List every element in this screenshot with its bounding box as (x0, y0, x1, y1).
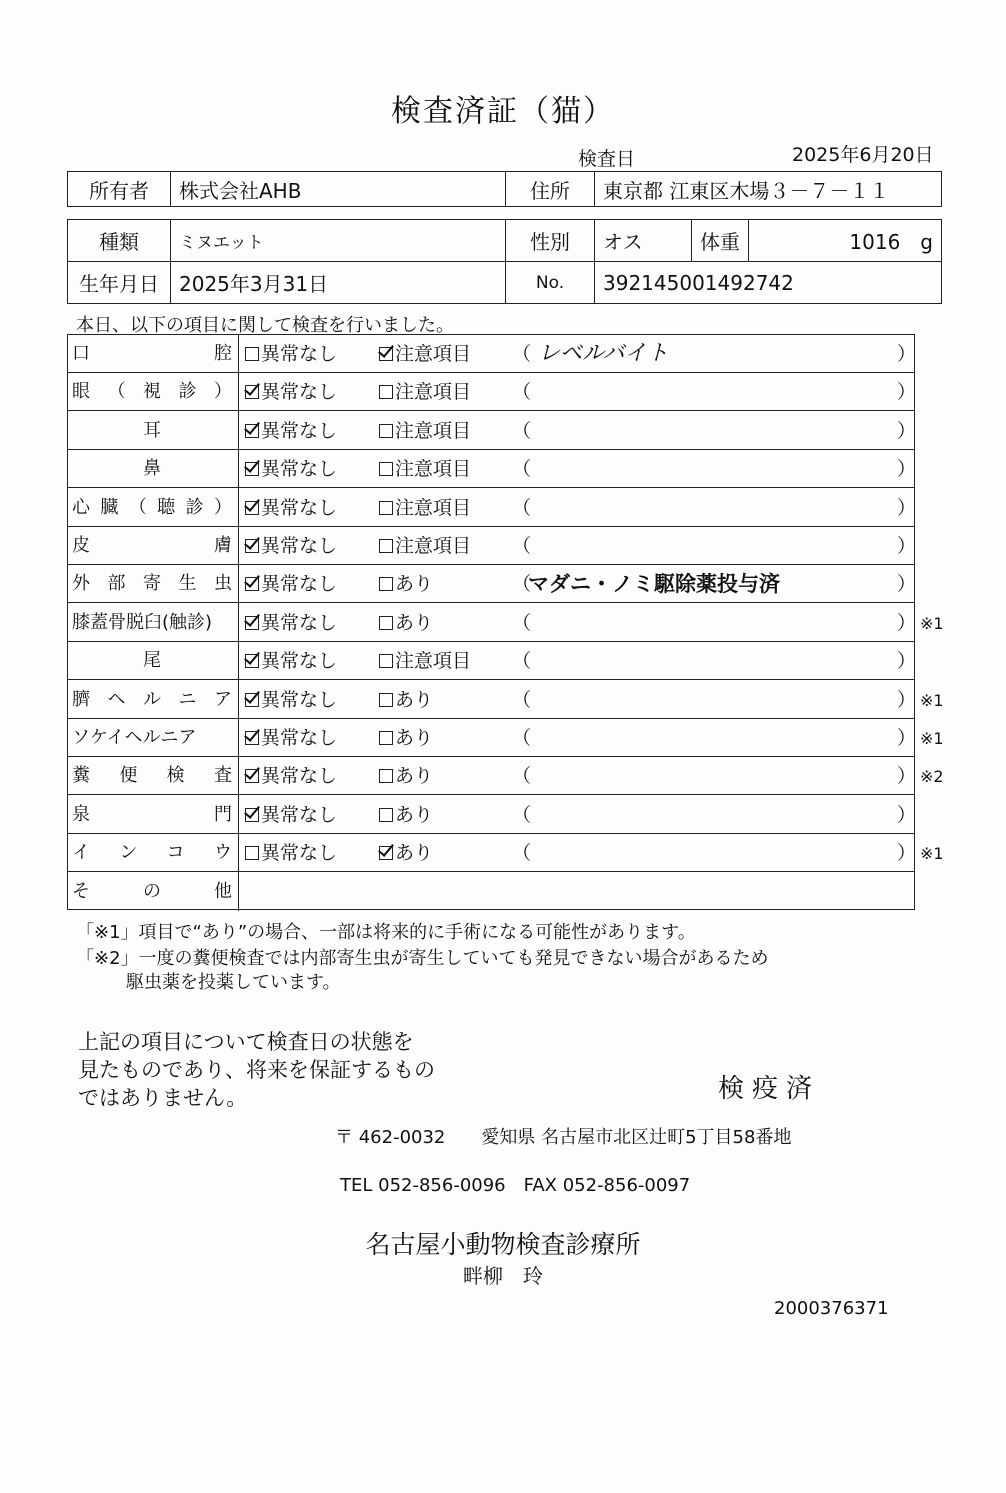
footnote-1: 「※1」項目で“あり”の場合、一部は将来的に手術になる可能性があります。 (76, 922, 696, 943)
exam-row (68, 642, 917, 680)
option-label: あり (395, 727, 434, 749)
checked-box-icon[interactable] (245, 693, 259, 707)
checked-box-icon[interactable] (245, 654, 259, 668)
exam-item-name-part: 門 (214, 803, 232, 825)
footnote-2: 「※2」一度の糞便検査では内部寄生虫が寄生していても発見できない場合があるため (76, 948, 769, 969)
normal-checkbox[interactable] (245, 681, 337, 719)
empty-box-icon[interactable] (379, 424, 393, 438)
exam-item-name-part: 膝蓋骨脱臼(触診) (72, 611, 213, 633)
exam-item-name-part: 生 (178, 573, 197, 595)
empty-box-icon[interactable] (379, 462, 393, 476)
note-open-paren: （ (512, 419, 532, 442)
exam-row (68, 412, 917, 450)
option-label: 異常なし (261, 381, 338, 404)
normal-checkbox[interactable] (245, 412, 337, 450)
empty-box-icon[interactable] (379, 501, 393, 515)
exam-item-name (72, 565, 232, 602)
exam-item-name-part: 聴 (157, 496, 176, 518)
normal-checkbox[interactable] (245, 642, 337, 680)
exam-item-name-part: 膚 (214, 535, 232, 556)
exam-item-name (72, 412, 232, 449)
serial-number: 2000376371 (774, 1298, 889, 1319)
normal-checkbox[interactable] (245, 450, 337, 488)
exam-item-name-part: 臓 (100, 496, 119, 518)
option-label: あり (395, 842, 434, 865)
address-value: 東京都 江東区木場３－７－１１ (595, 172, 942, 207)
disclaimer-line: 上記の項目について検査日の状態を (78, 1030, 414, 1054)
caution-checkbox[interactable] (379, 412, 471, 450)
checked-box-icon[interactable] (245, 808, 259, 822)
checked-box-icon[interactable] (245, 769, 259, 783)
caution-checkbox[interactable] (379, 373, 471, 411)
exam-item-name (72, 373, 232, 410)
checked-box-icon[interactable] (245, 424, 259, 438)
exam-row (68, 681, 917, 719)
exam-item-name-part: 臍 (72, 688, 90, 710)
note-open-paren: （ (512, 842, 532, 865)
exam-item-name (72, 834, 232, 871)
empty-box-icon[interactable] (379, 808, 393, 822)
option-label: あり (395, 573, 434, 596)
exam-item-name-part: 検 (166, 765, 185, 787)
normal-checkbox[interactable] (245, 719, 337, 757)
veterinarian-name: 畔柳 玲 (463, 1264, 543, 1288)
exam-row (68, 873, 914, 912)
intro-text: 本日、以下の項目に関して検査を行いました。 (76, 315, 454, 336)
exam-item-name (72, 873, 232, 912)
exam-item-name-part: 診 (178, 381, 197, 403)
option-label: 異常なし (261, 611, 338, 634)
pet-table (67, 219, 942, 304)
exam-item-name-part: （ (107, 381, 126, 403)
checked-box-icon[interactable] (245, 616, 259, 630)
exam-item-name (72, 335, 232, 372)
caution-checkbox[interactable] (379, 335, 471, 373)
footnote-marker: ※1 (920, 844, 944, 864)
exam-item-name-part: 鼻 (143, 458, 161, 480)
normal-checkbox[interactable] (245, 373, 337, 411)
option-label: 注意項目 (395, 381, 472, 404)
inspection-date: 2025年6月20日 (792, 144, 934, 166)
exam-item-name (72, 604, 232, 641)
note-open-paren: （ (512, 343, 532, 365)
note-open-paren: （ (512, 765, 532, 788)
clinic-address: 〒 462-0032 愛知県 名古屋市北区辻町5丁目58番地 (335, 1127, 792, 1148)
checked-box-icon[interactable] (379, 347, 393, 361)
option-label: 異常なし (261, 496, 338, 519)
note-close-paren: ） (897, 842, 917, 865)
exam-item-name-part: 虫 (214, 573, 232, 595)
exam-item-name-part: ル (143, 688, 161, 710)
present-checkbox[interactable] (379, 719, 433, 757)
disclaimer-line: ではありません。 (78, 1086, 248, 1110)
exam-row (68, 719, 917, 757)
exam-item-name (72, 796, 232, 833)
exam-item-name (72, 681, 232, 718)
exam-row (68, 757, 917, 795)
note-open-paren: （ (512, 458, 532, 481)
exam-row (68, 796, 917, 834)
present-checkbox[interactable] (379, 565, 433, 603)
exam-item-name-part: ） (213, 496, 232, 518)
normal-checkbox[interactable] (245, 489, 337, 527)
exam-note: レベルバイト (538, 341, 669, 366)
disclaimer (78, 1028, 435, 1112)
option-label: 異常なし (261, 650, 338, 673)
note-open-paren: （ (512, 727, 532, 749)
exam-row (68, 527, 917, 565)
checked-box-icon[interactable] (245, 577, 259, 591)
exam-row (68, 834, 917, 872)
note-open-paren: （ (512, 611, 532, 634)
empty-box-icon[interactable] (245, 846, 259, 860)
caution-checkbox[interactable] (379, 642, 471, 680)
exam-item-name-part: 査 (213, 765, 232, 787)
note-open-paren: （ (512, 496, 532, 519)
note-close-paren: ） (897, 496, 917, 519)
footnote-marker: ※1 (920, 729, 944, 748)
option-label: あり (395, 611, 434, 634)
exam-note: マダニ・ノミ駆除薬投与済 (528, 572, 780, 597)
option-label: 異常なし (261, 803, 338, 826)
exam-item-name-part: 他 (214, 880, 232, 902)
exam-item-name (72, 527, 232, 564)
certificate-title: 検査済証（猫） (391, 94, 615, 129)
note-close-paren: ） (897, 419, 917, 442)
note-open-paren: （ (512, 650, 532, 673)
normal-checkbox[interactable] (245, 834, 337, 872)
note-close-paren: ） (897, 343, 917, 365)
present-checkbox[interactable] (379, 681, 433, 719)
exam-item-name (72, 719, 232, 756)
exam-item-name-part: 皮 (72, 535, 90, 556)
option-label: 異常なし (261, 688, 338, 711)
exam-item-name-part: 心 (72, 496, 90, 518)
birth-value: 2025年3月31日 (171, 262, 506, 304)
empty-box-icon[interactable] (379, 539, 393, 553)
exam-item-name-part: 尾 (143, 650, 161, 672)
empty-box-icon[interactable] (379, 385, 393, 399)
exam-item-name-part: 視 (143, 381, 161, 403)
clinic-phone: TEL 052-856-0096 FAX 052-856-0097 (340, 1175, 691, 1196)
exam-item-name-part: 泉 (72, 803, 90, 825)
breed-label: 種類 (68, 220, 171, 262)
checked-box-icon[interactable] (245, 385, 259, 399)
option-label: 異常なし (261, 573, 338, 596)
caution-checkbox[interactable] (379, 450, 471, 488)
no-label: No. (506, 262, 595, 304)
caution-checkbox[interactable] (379, 489, 471, 527)
note-close-paren: ） (897, 611, 917, 634)
option-label: 注意項目 (395, 650, 472, 673)
exam-item-name (72, 642, 232, 679)
option-label: 異常なし (261, 842, 338, 865)
exam-row (68, 335, 917, 373)
owner-table (67, 171, 942, 207)
exam-item-name-part: 眼 (72, 381, 90, 403)
normal-checkbox[interactable] (245, 757, 337, 795)
exam-row (68, 565, 917, 603)
note-close-paren: ） (897, 535, 917, 557)
option-label: 異常なし (261, 535, 338, 557)
option-label: 注意項目 (395, 419, 472, 442)
normal-checkbox[interactable] (245, 527, 337, 565)
exam-item-name-part: ニ (178, 688, 197, 710)
exam-item-name-part: ウ (213, 842, 232, 864)
exam-item-name-part: 外 (72, 573, 90, 595)
option-label: あり (395, 803, 434, 826)
owner-value: 株式会社AHB (171, 172, 506, 207)
footnote-marker: ※1 (920, 690, 944, 710)
disclaimer-line: 見たものであり、将来を保証するもの (78, 1058, 435, 1082)
exam-item-name-part: 寄 (143, 573, 161, 595)
inspection-date-label: 検査日 (578, 148, 636, 170)
exam-row (68, 604, 917, 642)
exam-grid (67, 334, 915, 910)
present-checkbox[interactable] (379, 757, 433, 795)
exam-item-name-part: ン (119, 842, 138, 864)
exam-item-name-part: 腔 (214, 343, 232, 364)
exam-item-name-part: ヘ (107, 688, 126, 710)
no-value: 392145001492742 (595, 262, 942, 304)
note-close-paren: ） (897, 458, 917, 481)
empty-box-icon[interactable] (379, 769, 393, 783)
sex-label: 性別 (506, 220, 595, 262)
empty-box-icon[interactable] (379, 731, 393, 745)
exam-item-name-part: 部 (107, 573, 126, 595)
exam-item-name-part: ソケイヘルニア (72, 727, 197, 748)
checked-box-icon[interactable] (245, 539, 259, 553)
option-label: 注意項目 (395, 535, 472, 557)
checked-box-icon[interactable] (245, 501, 259, 515)
sex-value: オス (595, 220, 692, 262)
quarantine-stamp: 検疫済 (718, 1074, 821, 1104)
normal-checkbox[interactable] (245, 335, 337, 373)
footnote-marker: ※2 (920, 767, 944, 787)
exam-item-name-part: そ (72, 880, 90, 902)
weight-value: 1016 g (749, 220, 942, 262)
note-open-paren: （ (512, 803, 532, 826)
exam-row (68, 489, 917, 527)
clinic-name: 名古屋小動物検査診療所 (365, 1230, 641, 1259)
address-label: 住所 (506, 172, 595, 207)
note-close-paren: ） (897, 727, 917, 749)
option-label: 異常なし (261, 765, 338, 788)
option-label: あり (395, 765, 434, 788)
checked-box-icon[interactable] (245, 462, 259, 476)
normal-checkbox[interactable] (245, 565, 337, 603)
note-open-paren: （ (512, 381, 532, 404)
footnote-2-cont: 駆虫薬を投薬しています。 (126, 972, 341, 993)
checked-box-icon[interactable] (379, 846, 393, 860)
checked-box-icon[interactable] (245, 731, 259, 745)
note-open-paren: （ (512, 688, 532, 711)
note-close-paren: ） (897, 803, 917, 826)
normal-checkbox[interactable] (245, 604, 337, 642)
present-checkbox[interactable] (379, 834, 433, 872)
weight-label: 体重 (692, 220, 749, 262)
exam-item-name-part: ア (214, 688, 232, 710)
option-label: 注意項目 (395, 343, 472, 365)
note-close-paren: ） (897, 381, 917, 404)
option-label: 異常なし (261, 419, 338, 442)
exam-item-name-part: 糞 (72, 765, 90, 787)
note-close-paren: ） (897, 573, 917, 596)
option-label: あり (395, 688, 434, 711)
option-label: 異常なし (261, 343, 338, 365)
option-label: 異常なし (261, 458, 338, 481)
exam-item-name-part: の (143, 880, 161, 902)
normal-checkbox[interactable] (245, 796, 337, 834)
option-label: 注意項目 (395, 496, 472, 519)
caution-checkbox[interactable] (379, 527, 471, 565)
exam-item-name (72, 450, 232, 487)
exam-row (68, 450, 917, 488)
present-checkbox[interactable] (379, 604, 433, 642)
note-open-paren: （ (512, 535, 532, 557)
empty-box-icon[interactable] (379, 616, 393, 630)
exam-item-name-part: イ (72, 842, 90, 864)
empty-box-icon[interactable] (379, 577, 393, 591)
empty-box-icon[interactable] (245, 347, 259, 361)
breed-value: ミヌエット (171, 220, 506, 262)
empty-box-icon[interactable] (379, 654, 393, 668)
exam-row (68, 373, 917, 411)
exam-item-name (72, 757, 232, 794)
exam-item-name-part: コ (166, 842, 185, 864)
option-label: 注意項目 (395, 458, 472, 481)
exam-item-name-part: 診 (185, 496, 204, 518)
present-checkbox[interactable] (379, 796, 433, 834)
exam-item-name-part: 便 (119, 765, 138, 787)
footnote-marker: ※1 (920, 613, 944, 633)
birth-label: 生年月日 (68, 262, 171, 304)
exam-item-name-part: （ (128, 496, 147, 518)
owner-label: 所有者 (68, 172, 171, 207)
exam-item-name-part: 耳 (143, 419, 161, 441)
exam-item-name (72, 489, 232, 526)
note-close-paren: ） (897, 765, 917, 788)
note-open-paren: （ (512, 573, 532, 596)
exam-item-name-part: 口 (72, 343, 90, 364)
note-close-paren: ） (897, 688, 917, 711)
option-label: 異常なし (261, 727, 338, 749)
empty-box-icon[interactable] (379, 693, 393, 707)
exam-item-name-part: ） (214, 381, 232, 403)
note-close-paren: ） (897, 650, 917, 673)
